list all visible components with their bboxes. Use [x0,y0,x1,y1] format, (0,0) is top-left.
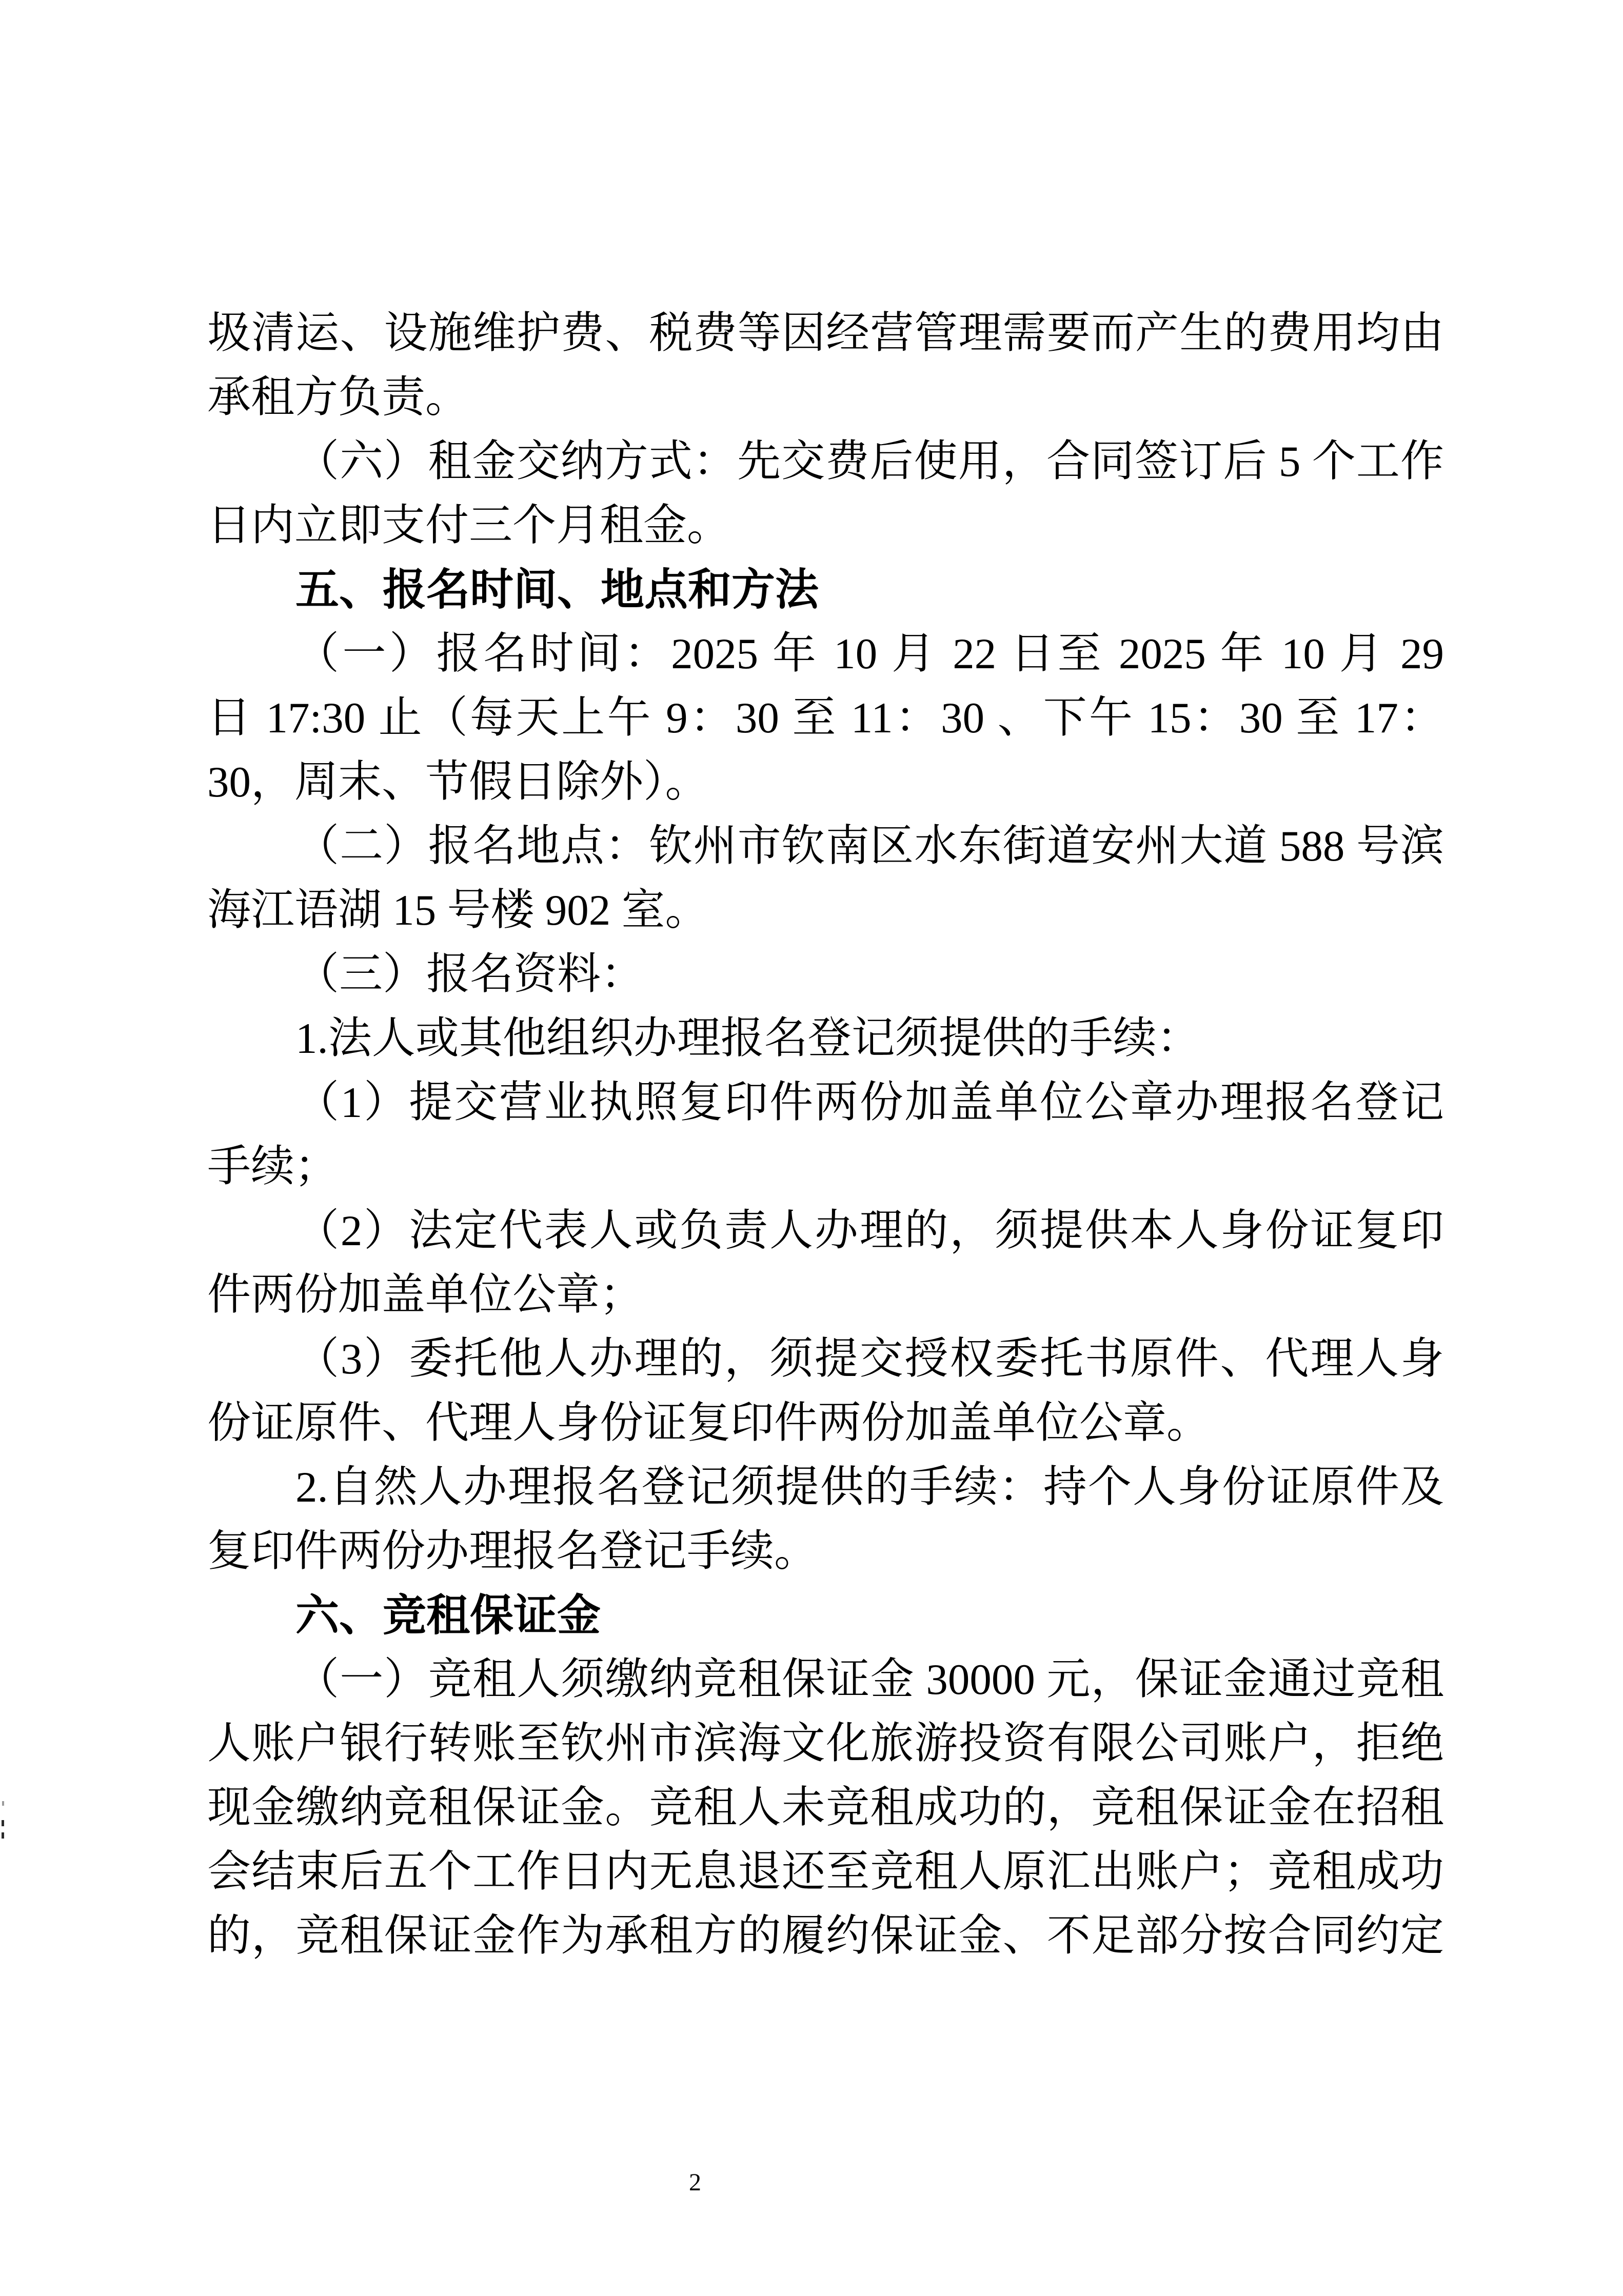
text-line: 30，周末、节假日除外）。 [207,758,709,806]
text-line: 的，竞租保证金作为承租方的履约保证金、不足部分按合同约定 [207,1912,1444,1960]
text-line: （六）租金交纳方式：先交费后使用，合同签订后 5 个工作 [295,437,1444,486]
document-body [207,302,1444,1968]
text-line: 海江语湖 15 号楼 902 室。 [207,886,709,934]
text-line: 日内立即支付三个月租金。 [207,502,731,550]
text-line: （一）竞租人须缴纳竞租保证金 30000 元，保证金通过竞租 [295,1655,1444,1704]
text-line: 复印件两份办理报名登记手续。 [207,1527,818,1575]
section-heading: 五、报名时间、地点和方法 [295,566,819,614]
text-line: （三）报名资料： [295,950,645,999]
text-line: （1）提交营业执照复印件两份加盖单位公章办理报名登记 [295,1079,1444,1127]
text-line: 1.法人或其他组织办理报名登记须提供的手续： [295,1014,1200,1063]
text-line: （二）报名地点：钦州市钦南区水东街道安州大道 588 号滨 [295,822,1444,870]
text-line: 会结束后五个工作日内无息退还至竞租人原汇出账户；竞租成功 [207,1848,1444,1896]
scan-artifact [2,1832,4,1839]
text-line: 日 17:30 止（每天上午 9：30 至 11：30 、下午 15：30 至 17： [207,694,1444,742]
text-line: 圾清运、设施维护费、税费等因经营管理需要而产生的费用均由 [207,309,1444,357]
text-line: （3）委托他人办理的，须提交授权委托书原件、代理人身 [295,1335,1444,1383]
text-line: 份证原件、代理人身份证复印件两份加盖单位公章。 [207,1399,1211,1447]
text-line: 件两份加盖单位公章； [207,1271,644,1319]
section-heading: 六、竞租保证金 [295,1591,601,1640]
text-line: （2）法定代表人或负责人办理的，须提供本人身份证复印 [295,1207,1444,1255]
scan-artifact [2,1801,4,1806]
text-line: 承租方负责。 [207,373,469,422]
scan-artifact [2,1820,4,1826]
text-line: 2.自然人办理报名登记须提供的手续：持个人身份证原件及 [295,1463,1444,1511]
text-line: 现金缴纳竞租保证金。竞租人未竞租成功的，竞租保证金在招租 [207,1784,1444,1832]
text-line: 手续； [207,1143,339,1191]
text-line: 人账户银行转账至钦州市滨海文化旅游投资有限公司账户，拒绝 [207,1720,1444,1768]
page-number: 2 [689,2169,701,2196]
text-line: （一）报名时间：2025 年 10 月 22 日至 2025 年 10 月 29 [295,630,1444,678]
